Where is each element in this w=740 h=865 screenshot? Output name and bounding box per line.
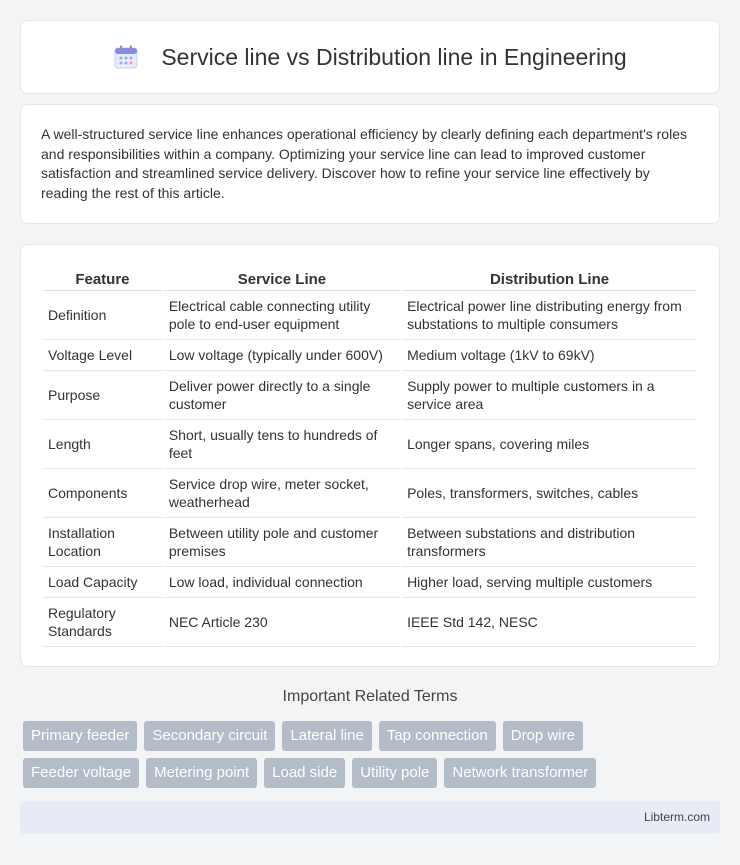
tag-lateral-line[interactable]: Lateral line: [282, 721, 371, 751]
feature-cell: Purpose: [43, 371, 162, 420]
service-cell: Service drop wire, meter socket, weatherhead: [164, 469, 400, 518]
footer-brand-link[interactable]: Libterm.com: [643, 810, 710, 824]
table-row: [43, 420, 697, 469]
table-row: [43, 518, 697, 567]
tag-feeder-voltage[interactable]: Feeder voltage: [23, 758, 139, 788]
service-cell: Electrical cable connecting utility pole to end-user equipment: [164, 291, 400, 340]
tag-load-side[interactable]: Load side: [264, 758, 345, 788]
distribution-cell: Medium voltage (1kV to 69kV): [402, 340, 697, 371]
footer: [20, 801, 720, 834]
intro-card: [20, 104, 720, 224]
distribution-cell: Between substations and distribution transformers: [402, 518, 697, 567]
feature-cell: Regulatory Standards: [43, 598, 162, 647]
distribution-cell: Higher load, serving multiple customers: [402, 567, 697, 598]
tag-row: [23, 758, 723, 788]
tag-primary-feeder[interactable]: Primary feeder: [23, 721, 137, 751]
table-row: [43, 371, 697, 420]
service-cell: Between utility pole and customer premises: [164, 518, 400, 567]
header-feature: Feature: [43, 265, 162, 291]
distribution-cell: IEEE Std 142, NESC: [402, 598, 697, 647]
feature-cell: Components: [43, 469, 162, 518]
tag-drop-wire[interactable]: Drop wire: [503, 721, 583, 751]
comparison-table-card: [20, 244, 720, 667]
tag-tap-connection[interactable]: Tap connection: [379, 721, 496, 751]
header-service-line: Service Line: [164, 265, 400, 291]
feature-cell: Installation Location: [43, 518, 162, 567]
distribution-cell: Electrical power line distributing energy from substations to multiple consumers: [402, 291, 697, 340]
distribution-cell: Supply power to multiple customers in a service area: [402, 371, 697, 420]
service-cell: Deliver power directly to a single customer: [164, 371, 400, 420]
feature-cell: Definition: [43, 291, 162, 340]
table-row: [43, 291, 697, 340]
feature-cell: Load Capacity: [43, 567, 162, 598]
table-row: [43, 567, 697, 598]
service-cell: Short, usually tens to hundreds of feet: [164, 420, 400, 469]
tag-utility-pole[interactable]: Utility pole: [352, 758, 437, 788]
page-title: Service line vs Distribution line in Engineering: [161, 43, 627, 70]
comparison-table: [41, 265, 699, 647]
tag-secondary-circuit[interactable]: Secondary circuit: [144, 721, 275, 751]
feature-cell: Voltage Level: [43, 340, 162, 371]
service-cell: NEC Article 230: [164, 598, 400, 647]
header-card: [20, 20, 720, 94]
table-header-row: [43, 265, 697, 291]
table-row: [43, 340, 697, 371]
calendar-icon: [113, 44, 139, 70]
table-row: [43, 598, 697, 647]
intro-text: A well-structured service line enhances operational efficiency by clearly defining each department's roles and responsibilities within a company. Optimizing your service line can lead to improved customer satisfaction and streamlined service delivery. Discover how to refine your service line effectively by reading the rest of this article.: [41, 126, 687, 201]
tag-metering-point[interactable]: Metering point: [146, 758, 257, 788]
header-distribution-line: Distribution Line: [402, 265, 697, 291]
distribution-cell: Longer spans, covering miles: [402, 420, 697, 469]
distribution-cell: Poles, transformers, switches, cables: [402, 469, 697, 518]
table-row: [43, 469, 697, 518]
tag-row: [23, 721, 723, 751]
service-cell: Low voltage (typically under 600V): [164, 340, 400, 371]
tag-network-transformer[interactable]: Network transformer: [444, 758, 596, 788]
feature-cell: Length: [43, 420, 162, 469]
related-terms-title: Important Related Terms: [282, 688, 458, 705]
service-cell: Low load, individual connection: [164, 567, 400, 598]
related-terms-tags: [23, 721, 723, 795]
